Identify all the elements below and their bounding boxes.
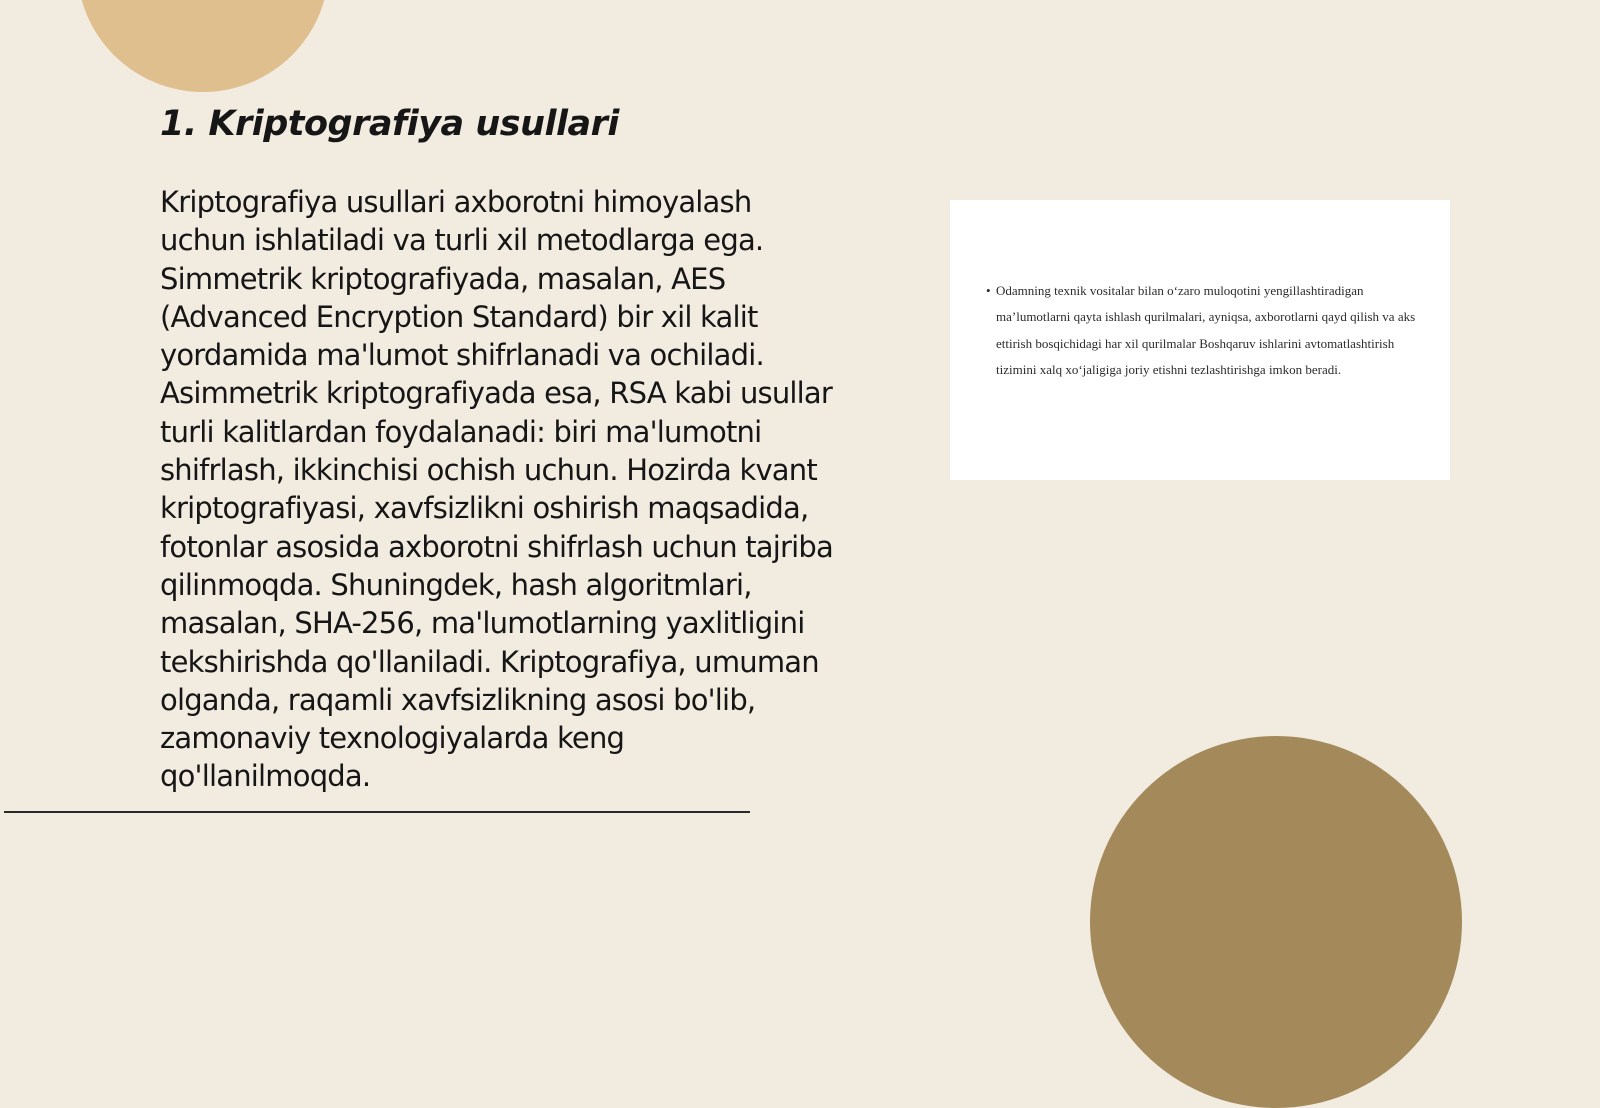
slide-title: 1. Kriptografiya usullari xyxy=(160,104,619,144)
decorative-circle-bottom xyxy=(1090,736,1462,1108)
horizontal-divider xyxy=(4,811,750,813)
bullet-icon: • xyxy=(986,283,991,298)
slide-body-text: Kriptografiya usullari axborotni himoyalash uchun ishlatiladi va turli xil metodlarga ega. Simmetrik kriptografiyada, masalan, AES (Advanced Encryption Standard) bir xil kalit yordamida ma'lumot shifrlanadi va ochiladi. Asimmetrik kriptografiyada esa, RSA kabi usullar turli kalitlardan foydalanadi: biri ma'lumotni shifrlash, ikkinchisi ochish uchun. Hozirda kvant kriptografiyasi, xavfsizlikni oshirish maqsadida, fotonlar asosida axborotni shifrlash uchun tajriba qilinmoqda. Shuningdek, hash algoritmlari, masalan, SHA-256, ma'lumotlarning yaxlitligini tekshirishda qo'llaniladi. Kriptografiya, umuman olganda, raqamli xavfsizlikning asosi bo'lib, zamonaviy texnologiyalarda keng qo'llanilmoqda. xyxy=(160,185,833,794)
decorative-circle-top xyxy=(77,0,329,92)
embedded-text-image xyxy=(950,200,1450,480)
image-bullet-content: Odamning texnik vositalar bilan oʻzaro muloqotini yengillashtiradigan maʼlumotlarni qayta ishlash qurilmalari, ayniqsa, axborotlarni qayd qilish va aks ettirish bosqichidagi har xil qurilmalar Boshqaruv ishlarini avtomatlashtirish tizimini xalq xoʻjaligiga joriy etishni tezlashtirishga imkon beradi. xyxy=(996,283,1416,378)
image-bullet-text xyxy=(986,278,1416,384)
